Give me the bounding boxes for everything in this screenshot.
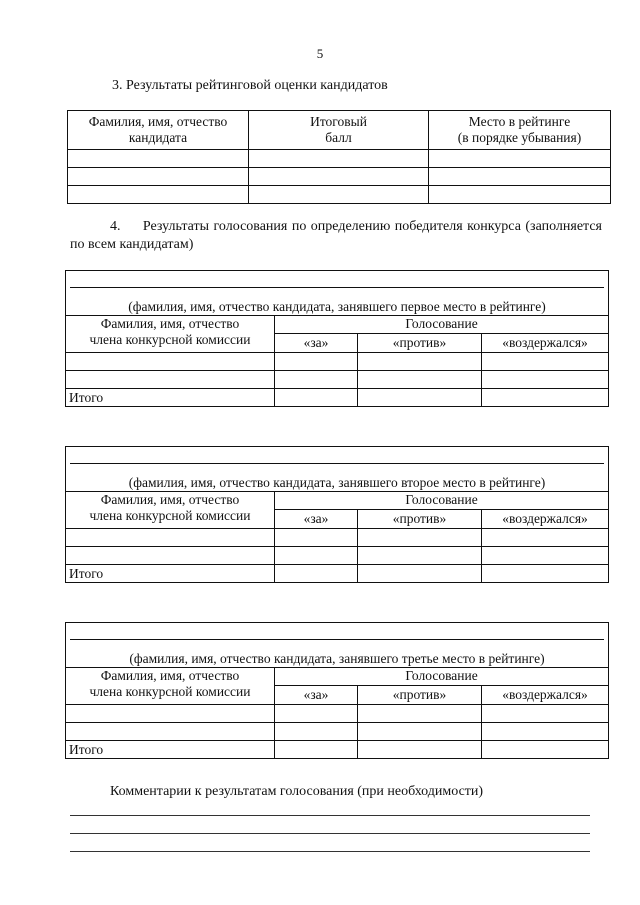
against-header: «против» bbox=[358, 334, 482, 353]
table-cell[interactable] bbox=[68, 186, 249, 204]
table-cell[interactable] bbox=[68, 168, 249, 186]
table-cell[interactable] bbox=[249, 186, 429, 204]
total-row bbox=[66, 741, 609, 759]
table-cell[interactable] bbox=[482, 705, 609, 723]
table-row bbox=[68, 150, 611, 168]
table-row bbox=[66, 723, 609, 741]
abstained-header: «воздержался» bbox=[482, 334, 609, 353]
table-cell[interactable] bbox=[275, 547, 358, 565]
table-row bbox=[68, 168, 611, 186]
table-cell[interactable] bbox=[66, 723, 275, 741]
col-fio-header bbox=[68, 111, 249, 150]
total-row bbox=[66, 565, 609, 583]
table-cell[interactable] bbox=[275, 723, 358, 741]
table-cell[interactable] bbox=[358, 723, 482, 741]
page-number: 5 bbox=[316, 46, 324, 61]
abstained-header: «воздержался» bbox=[482, 686, 609, 705]
name-fill-line bbox=[70, 639, 604, 640]
col-place-line2: (в порядке убывания) bbox=[457, 130, 582, 145]
comment-line[interactable] bbox=[70, 851, 590, 852]
comment-line[interactable] bbox=[70, 815, 590, 816]
member-line1: Фамилия, имя, отчество bbox=[100, 492, 240, 507]
table-cell[interactable] bbox=[275, 389, 358, 407]
for-header: «за» bbox=[275, 686, 358, 705]
member-header bbox=[66, 316, 275, 353]
col-fio-line1: Фамилия, имя, отчество bbox=[88, 114, 228, 129]
member-line1: Фамилия, имя, отчество bbox=[100, 316, 240, 331]
table-cell[interactable] bbox=[482, 389, 609, 407]
against-header: «против» bbox=[358, 510, 482, 529]
vote-table-second bbox=[65, 446, 609, 583]
table-cell[interactable] bbox=[249, 168, 429, 186]
table-cell[interactable] bbox=[358, 705, 482, 723]
table-cell[interactable] bbox=[275, 565, 358, 583]
table-cell[interactable] bbox=[482, 353, 609, 371]
table-cell[interactable] bbox=[358, 371, 482, 389]
candidate-name-cell[interactable] bbox=[66, 623, 609, 668]
against-header: «против» bbox=[358, 686, 482, 705]
vote-table-third bbox=[65, 622, 609, 759]
member-header bbox=[66, 668, 275, 705]
table-cell[interactable] bbox=[358, 389, 482, 407]
col-score-line1: Итоговый bbox=[310, 114, 367, 129]
abstained-header: «воздержался» bbox=[482, 510, 609, 529]
col-score-header bbox=[249, 111, 429, 150]
table-cell[interactable] bbox=[66, 547, 275, 565]
table-cell[interactable] bbox=[358, 529, 482, 547]
table-cell[interactable] bbox=[275, 529, 358, 547]
member-line2: члена конкурсной комиссии bbox=[89, 508, 251, 523]
voting-header: Голосование bbox=[275, 492, 609, 510]
table-row bbox=[68, 186, 611, 204]
section3-heading: 3. Результаты рейтинговой оценки кандидатов bbox=[112, 78, 388, 93]
rating-header-row bbox=[68, 111, 611, 150]
table-row bbox=[66, 371, 609, 389]
rating-table bbox=[67, 110, 611, 204]
table-cell[interactable] bbox=[429, 186, 611, 204]
comment-heading: Комментарии к результатам голосования (при необходимости) bbox=[110, 784, 484, 799]
for-header: «за» bbox=[275, 334, 358, 353]
name-fill-line bbox=[70, 463, 604, 464]
member-line1: Фамилия, имя, отчество bbox=[100, 668, 240, 683]
table-cell[interactable] bbox=[66, 705, 275, 723]
table-cell[interactable] bbox=[482, 723, 609, 741]
comment-line[interactable] bbox=[70, 833, 590, 834]
total-label: Итого bbox=[66, 565, 275, 583]
member-header bbox=[66, 492, 275, 529]
table-cell[interactable] bbox=[66, 371, 275, 389]
name-fill-line bbox=[70, 287, 604, 288]
table-cell[interactable] bbox=[66, 353, 275, 371]
candidate-name-cell[interactable] bbox=[66, 447, 609, 492]
candidate-caption: (фамилия, имя, отчество кандидата, занявшего третье место в рейтинге) bbox=[129, 651, 545, 666]
candidate-name-cell[interactable] bbox=[66, 271, 609, 316]
voting-header: Голосование bbox=[275, 668, 609, 686]
table-cell[interactable] bbox=[275, 371, 358, 389]
total-label: Итого bbox=[66, 741, 275, 759]
table-cell[interactable] bbox=[482, 529, 609, 547]
table-cell[interactable] bbox=[249, 150, 429, 168]
table-cell[interactable] bbox=[358, 547, 482, 565]
table-cell[interactable] bbox=[68, 150, 249, 168]
table-cell[interactable] bbox=[482, 565, 609, 583]
table-cell[interactable] bbox=[482, 741, 609, 759]
table-cell[interactable] bbox=[66, 529, 275, 547]
table-cell[interactable] bbox=[275, 353, 358, 371]
col-score-line2: балл bbox=[325, 130, 352, 145]
table-cell[interactable] bbox=[358, 741, 482, 759]
table-cell[interactable] bbox=[429, 150, 611, 168]
col-place-line1: Место в рейтинге bbox=[468, 114, 571, 129]
vote-table-first bbox=[65, 270, 609, 407]
table-cell[interactable] bbox=[482, 371, 609, 389]
table-row bbox=[66, 547, 609, 565]
table-row bbox=[66, 705, 609, 723]
total-label: Итого bbox=[66, 389, 275, 407]
table-cell[interactable] bbox=[275, 705, 358, 723]
candidate-caption: (фамилия, имя, отчество кандидата, занявшего первое место в рейтинге) bbox=[128, 299, 546, 314]
table-cell[interactable] bbox=[482, 547, 609, 565]
table-row bbox=[66, 529, 609, 547]
section4-heading: 4. Результаты голосования по определению победителя конкурса (заполняется по всем кандидатам) bbox=[70, 219, 602, 252]
table-cell[interactable] bbox=[358, 565, 482, 583]
member-line2: члена конкурсной комиссии bbox=[89, 332, 251, 347]
col-place-header bbox=[429, 111, 611, 150]
voting-header: Голосование bbox=[275, 316, 609, 334]
table-row bbox=[66, 353, 609, 371]
table-cell[interactable] bbox=[358, 353, 482, 371]
col-fio-line2: кандидата bbox=[128, 130, 188, 145]
table-cell[interactable] bbox=[275, 741, 358, 759]
table-cell[interactable] bbox=[429, 168, 611, 186]
for-header: «за» bbox=[275, 510, 358, 529]
total-row bbox=[66, 389, 609, 407]
member-line2: члена конкурсной комиссии bbox=[89, 684, 251, 699]
candidate-caption: (фамилия, имя, отчество кандидата, занявшего второе место в рейтинге) bbox=[128, 475, 546, 490]
